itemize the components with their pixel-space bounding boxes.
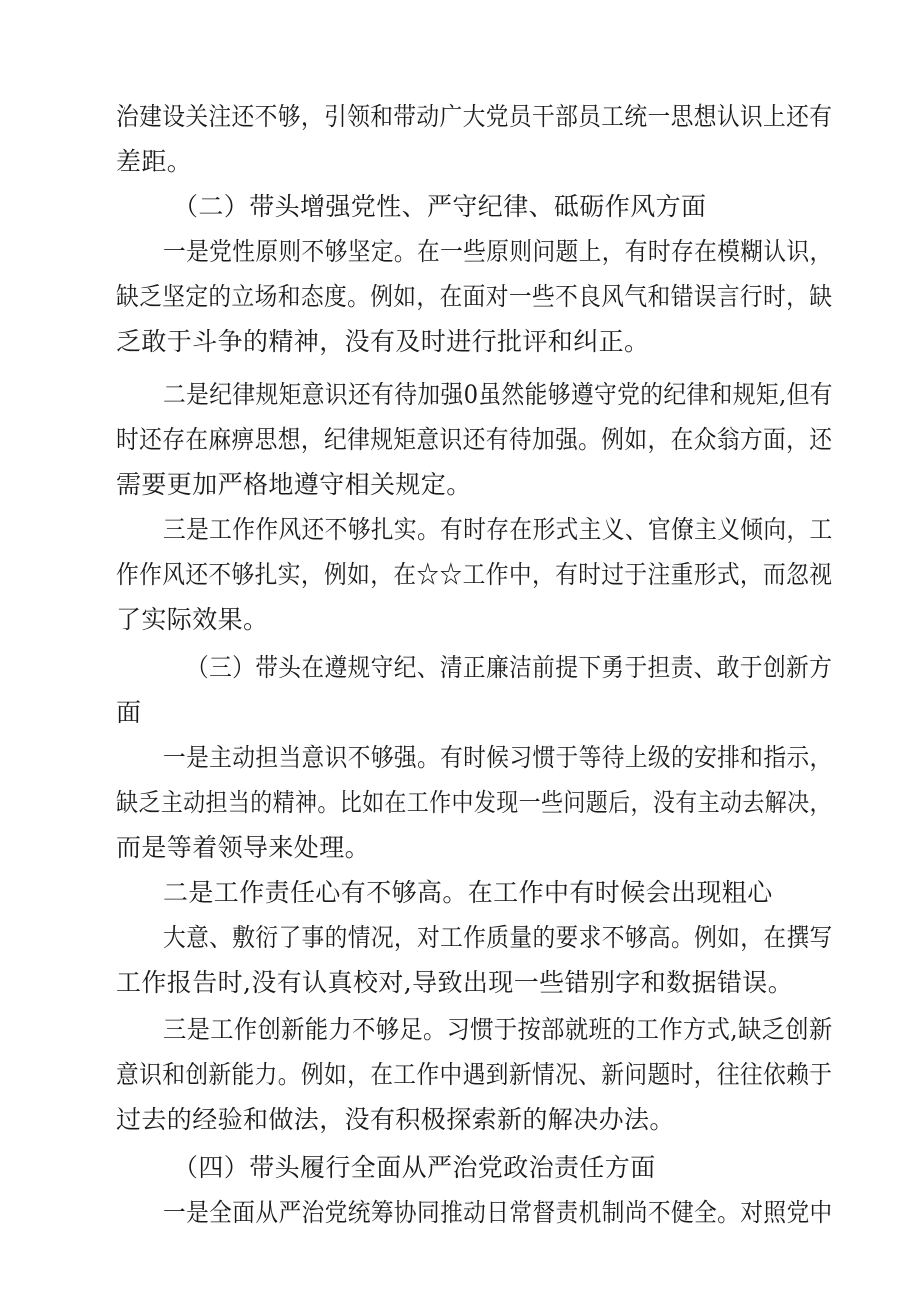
section-heading: 面 (116, 698, 142, 727)
section-heading: （二）带头增强党性、严守纪律、砥砺作风方面 (173, 192, 707, 221)
text-line: 二是纪律规矩意识还有待加强0虽然能够遵守党的纪律和规矩,但有 (163, 380, 833, 409)
text-line: 工作报告时,没有认真校对,导致出现一些错别字和数据错误。 (116, 968, 794, 997)
text-line: 一是党性原则不够坚定。在一些原则问题上，有时存在模糊认识， (163, 237, 833, 266)
text-line: 需要更加严格地遵守相关规定。 (116, 470, 472, 499)
text-line: 意识和创新能力。例如，在工作中遇到新情况、新问题时，往往依赖于 (116, 1060, 833, 1089)
text-line: 一是主动担当意识不够强。有时候习惯于等待上级的安排和指示， (163, 743, 833, 772)
text-line: 三是工作创新能力不够足。习惯于按部就班的工作方式,缺乏创新 (163, 1015, 833, 1044)
text-line: 缺乏主动担当的精神。比如在工作中发现一些问题后，没有主动去解决， (116, 788, 832, 817)
section-heading: （三）带头在遵规守纪、清正廉洁前提下勇于担责、敢于创新方 (186, 653, 833, 682)
text-line: 大意、敷衍了事的情况，对工作质量的要求不够高。例如，在撰写 (163, 923, 833, 952)
text-line: 了实际效果。 (116, 605, 269, 634)
text-line: 二是工作责任心有不够高。在工作中有时候会出现粗心 (163, 878, 773, 907)
text-line: 乏敢于斗争的精神，没有及时进行批评和纠正。 (116, 327, 650, 356)
text-line: 治建设关注还不够，引领和带动广大党员干部员工统一思想认识上还有 (116, 102, 833, 131)
text-line: 过去的经验和做法，没有积极探索新的解决办法。 (116, 1105, 675, 1134)
text-line: 而是等着领导来处理。 (116, 833, 371, 862)
text-line: 作作风还不够扎实，例如，在☆☆工作中，有时过于注重形式，而忽视 (116, 560, 833, 589)
text-line: 一是全面从严治党统筹协同推动日常督责机制尚不健全。对照党中 (163, 1198, 833, 1227)
text-line: 时还存在麻痹思想，纪律规矩意识还有待加强。例如，在众翁方面，还 (116, 425, 833, 454)
text-line: 三是工作作风还不够扎实。有时存在形式主义、官僚主义倾向，工 (163, 515, 833, 544)
text-line: 缺乏坚定的立场和态度。例如，在面对一些不良风气和错误言行时，缺 (116, 282, 833, 311)
text-line: 差距。 (116, 147, 193, 176)
section-heading: （四）带头履行全面从严治党政治责任方面 (173, 1153, 656, 1182)
